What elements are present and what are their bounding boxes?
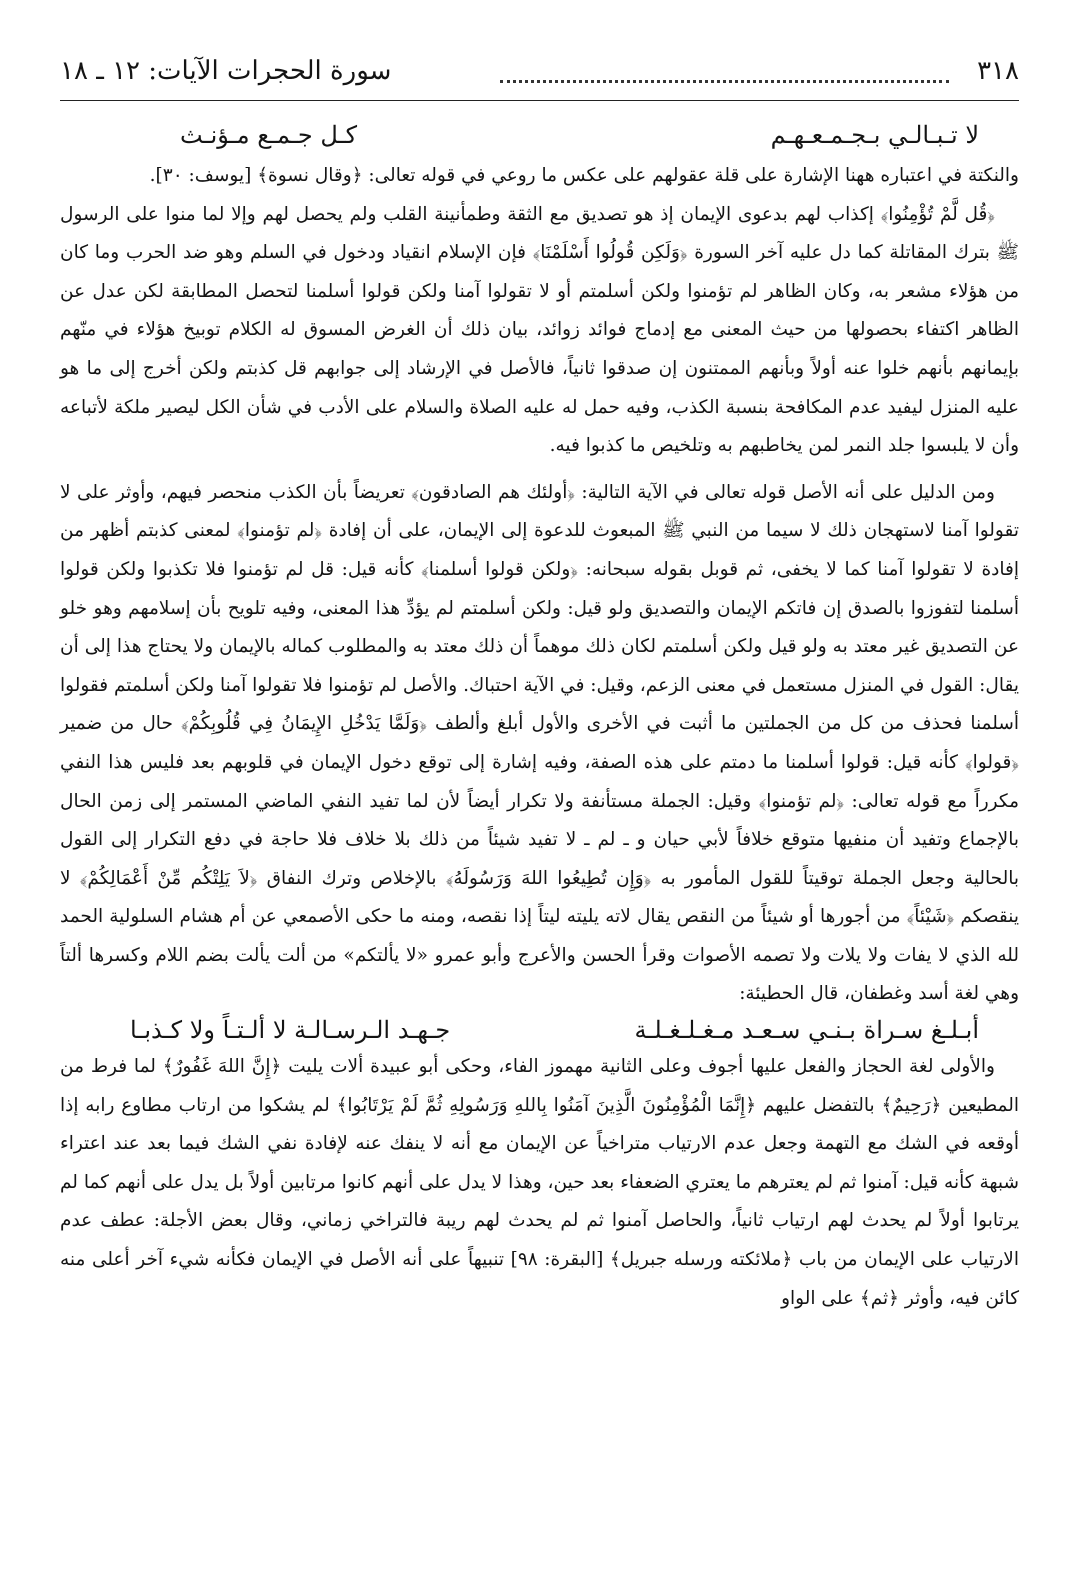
hemistich-right: أبـلـغ سـراة بـنـي سـعـد مـغـلـغـلـة — [634, 1016, 979, 1045]
hemistich-left: كـل جـمـع مـؤنـث — [180, 121, 357, 149]
running-title: سورة الحجرات الآيات: ١٢ ـ ١٨ — [60, 56, 392, 86]
poetry-verse-top — [180, 121, 979, 149]
paragraph-2: ﴿قُل لَّمْ تُؤْمِنُوا﴾ إكذاب لهم بدعوى الإيمان إذ هو تصديق مع الثقة وطمأنينة القلب ولم يحصل لهم وإلا لما منوا على الرسول ﷺ بترك المقاتلة كما دل عليه آخر السورة ﴿وَلَكِن قُولُوا أَسْلَمْنَا﴾ فإن الإسلام انقياد ودخول في السلم وهو ضد الحرب وما كان من هؤلاء مشعر به، وكان الظاهر لم تؤمنوا ولكن أسلمتم أو لا تقولوا آمنا ولكن قولوا أسلمنا لتحصل المطابقة لكن عدل عن الظاهر اكتفاء بحصولها من حيث المعنى مع إدماج فوائد زوائد، بيان ذلك أن الغرض المسوق له الكلام توبيخ هؤلاء في منّهم بإيمانهم بأنهم خلوا عنه أولاً وبأنهم الممتنون إن صدقوا ثانياً، فالأصل في الإرشاد إلى جوابهم قل كذبتم ولكن أخرج إلى ما هو عليه المنزل ليفيد عدم المكافحة بنسبة الكذب، وفيه حمل له عليه الصلاة والسلام على الأدب في شأن الكل ليصير ملكة لأتباعه وأن لا يلبسوا جلد النمر لمن يخاطبهم به وتلخيص ما كذبوا فيه. — [60, 203, 1019, 457]
header-dotted-leader — [500, 56, 949, 83]
page-number: ٣١٨ — [977, 56, 1019, 86]
paragraph-1: والنكتة في اعتباره ههنا الإشارة على قلة عقولهم على عكس ما روعي في قوله تعالى: ﴿وقال نسوة﴾ [يوسف: ٣٠]. — [149, 165, 1019, 186]
hemistich-right: لا تـبـالـي بـجـمـعـهـم — [770, 121, 979, 149]
hemistich-left: جـهـد الـرسـالـة لا ألـتـاً ولا كـذبـا — [130, 1016, 451, 1045]
page-header — [60, 56, 1019, 101]
paragraph-final: والأولى لغة الحجاز والفعل عليها أجوف وعلى الثانية مهموز الفاء، وحكى أبو عبيدة ألات يليت ﴿إِنَّ اللهَ غَفُورٌ﴾ لما فرط من المطيعين ﴿رَحِيمٌ﴾ بالتفضل عليهم ﴿إِنَّمَا الْمُؤْمِنُونَ الَّذِينَ آمَنُوا بِاللهِ وَرَسُولِهِ ثُمَّ لَمْ يَرْتَابُوا﴾ لم يشكوا من ارتاب مطاوع رابه إذا أوقعه في الشك مع التهمة وجعل عدم الارتياب متراخياً عن الإيمان مع أنه لا ينفك عنه لإفادة نفي الشك فيما بعد عند اعتراء شبهة كأنه قيل: آمنوا ثم لم يعترهم ما يعتري الضعفاء بعد حين، وهذا لا يدل على أنهم كانوا مرتابين أولاً بل يدل على أنهم كما لم يرتابوا أولاً لم يحدث لهم ارتياب ثانياً، والحاصل آمنوا ثم لم يحدث لهم ريبة فالتراخي زماني، وقال بعض الأجلة: عطف عدم الارتياب على الإيمان من باب ﴿ملائكته ورسله جبريل﴾ [البقرة: ٩٨] تنبيهاً على أنه الأصل في الإيمان فكأنه شيء آخر أعلى منه كائن فيه، وأوثر ﴿ثم﴾ على الواو — [60, 1056, 1019, 1309]
paragraph-3: ومن الدليل على أنه الأصل قوله تعالى في الآية التالية: ﴿أولئك هم الصادقون﴾ تعريضاً بأن الكذب منحصر فيهم، وأوثر على لا تقولوا آمنا لاستهجان ذلك لا سيما من النبي ﷺ المبعوث للدعوة إلى الإيمان، على أن إفادة ﴿لم تؤمنوا﴾ لمعنى كذبتم أظهر من إفادة لا تقولوا آمنا كما لا يخفى، ثم قوبل بقوله سبحانه: ﴿ولكن قولوا أسلمنا﴾ كأنه قيل: قل لم تؤمنوا فلا تكذبوا ولكن قولوا أسلمنا لتفوزوا بالصدق إن فاتكم الإيمان والتصديق ولو قيل: ولكن أسلمتم لم يؤدِّ هذا المعنى، وفيه تلويح بأن إسلامهم وهو خلو عن التصديق غير معتد به ولو قيل ولكن أسلمتم لكان ذلك موهماً أن ذلك معتد به والمطلوب كماله بالإيمان ولا يحتاج هذا إلى أن يقال: القول في المنزل مستعمل في معنى الزعم، وقيل: في الآية احتباك. والأصل لم تؤمنوا فلا تقولوا آمنا ولكن أسلمتم فقولوا أسلمنا فحذف من كل من الجملتين ما أثبت في الأخرى والأول أبلغ وألطف ﴿وَلَمَّا يَدْخُلِ الإِيمَانُ فِي قُلُوبِكُمْ﴾ حال من ضمير ﴿قولوا﴾ كأنه قيل: قولوا أسلمنا ما دمتم على هذه الصفة، وفيه إشارة إلى توقع دخول الإيمان في قلوبهم بعد فليس هذا النفي مكرراً مع قوله تعالى: ﴿لم تؤمنوا﴾ وقيل: الجملة مستأنفة ولا تكرار أيضاً لأن لما تفيد النفي الماضي المستمر إلى زمن الحال بالإجماع وتفيد أن منفيها متوقع خلافاً لأبي حيان و ـ لم ـ لا تفيد شيئاً من ذلك بلا خلاف فلا حاجة في دفع التكرار إلى القول بالحالية وجعل الجملة توقيتاً للقول المأمور به ﴿وَإِن تُطِيعُوا اللهَ وَرَسُولَهُ﴾ بالإخلاص وترك النفاق ﴿لاَ يَلِتْكُم مِّنْ أَعْمَالِكُمْ﴾ لا ينقصكم ﴿شَيْئاً﴾ من أجورها أو شيئاً من النقص يقال لاته يليته ليتاً إذا نقصه، ومنه ما حكى الأصمعي عن أم هشام السلولية الحمد لله الذي لا يفات ولا يلات ولا تصمه الأصوات وقرأ الحسن والأعرج وأبو عمرو «لا يألتكم» من ألت يألت بضم اللام وكسرها ألتاً وهي لغة أسد وغطفان، قال الحطيئة: — [60, 481, 1019, 1005]
poetry-verse-bottom — [130, 1016, 979, 1044]
